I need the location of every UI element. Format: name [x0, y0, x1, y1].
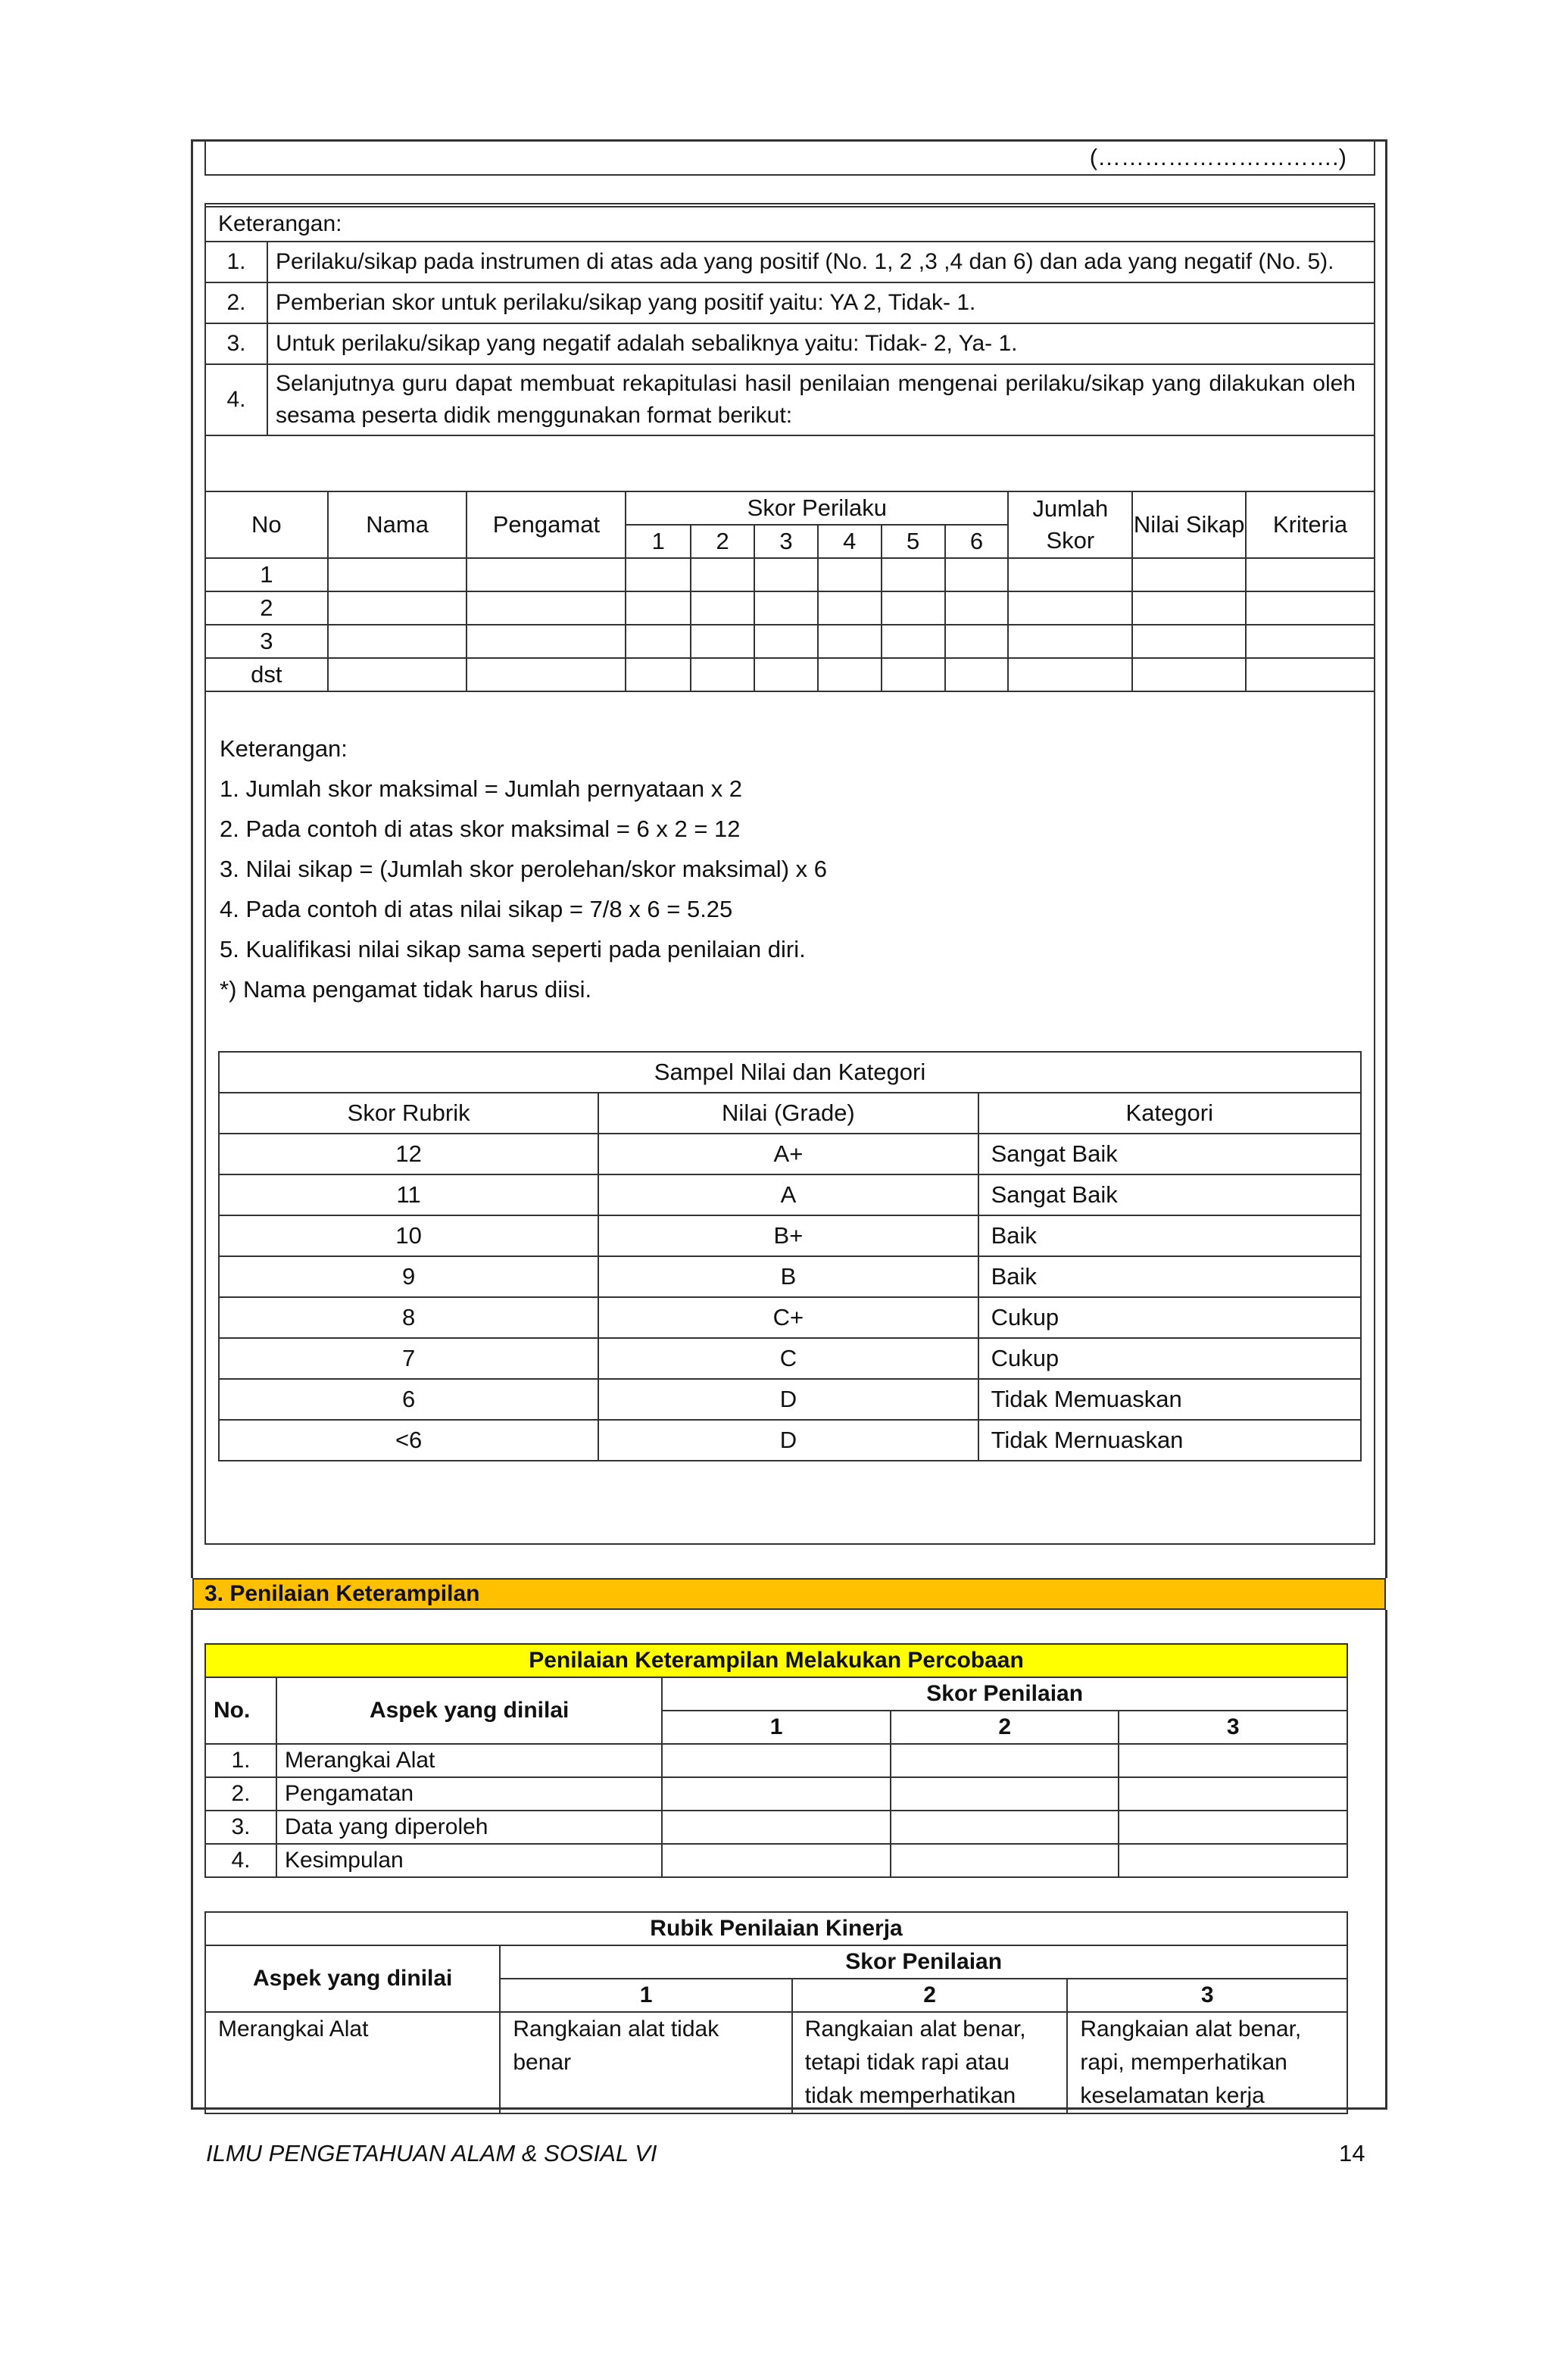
- keterampilan-col-skor: Skor Penilaian: [662, 1677, 1347, 1711]
- rubrik-col-skor: Skor Penilaian: [500, 1945, 1347, 1979]
- keterampilan-skor-col: 3: [1119, 1711, 1347, 1744]
- rubrik-table: [204, 1911, 1348, 2114]
- keterangan-num: 1.: [205, 242, 267, 282]
- keterangan-notes: [220, 728, 827, 1009]
- sampel-skor: 7: [219, 1338, 598, 1379]
- sampel-table: [218, 1051, 1362, 1461]
- sampel-row: [219, 1420, 1361, 1461]
- sampel-row: [219, 1134, 1361, 1174]
- sampel-grade: A+: [598, 1134, 978, 1174]
- keterampilan-header-row: [205, 1677, 1347, 1711]
- footer-book-title: ILMU PENGETAHUAN ALAM & SOSIAL VI: [206, 2140, 657, 2166]
- keterampilan-col-aspek: Aspek yang dinilai: [276, 1677, 662, 1744]
- keterangan-text: Selanjutnya guru dapat membuat rekapitulasi hasil penilaian mengenai perilaku/sikap yang dilakukan oleh sesama peserta didik menggunakan format berikut:: [267, 364, 1375, 435]
- rekap-row-no: dst: [205, 658, 328, 691]
- sampel-grade: D: [598, 1420, 978, 1461]
- keterangan-table: [204, 206, 1375, 436]
- sampel-row: [219, 1256, 1361, 1297]
- rubrik-skor-col: 1: [500, 1979, 791, 2012]
- sampel-kategori: Baik: [978, 1256, 1361, 1297]
- sampel-skor: 11: [219, 1174, 598, 1215]
- keterampilan-row: [205, 1777, 1347, 1811]
- sampel-kategori: Cukup: [978, 1338, 1361, 1379]
- rekap-row-no: 2: [205, 591, 328, 625]
- sampel-grade: C+: [598, 1297, 978, 1338]
- keterangan-heading: Keterangan:: [205, 207, 1375, 242]
- sampel-title-row: [219, 1052, 1361, 1093]
- sampel-kategori: Cukup: [978, 1297, 1361, 1338]
- rekap-skor-col: 2: [691, 525, 754, 558]
- sampel-skor: 9: [219, 1256, 598, 1297]
- rubrik-row: [205, 2012, 1347, 2113]
- rekap-col-kriteria: Kriteria: [1246, 491, 1375, 558]
- sampel-kategori: Sangat Baik: [978, 1174, 1361, 1215]
- sampel-title: Sampel Nilai dan Kategori: [219, 1052, 1361, 1093]
- sampel-row: [219, 1379, 1361, 1420]
- keterangan-num: 2.: [205, 282, 267, 323]
- rekap-row-no: 3: [205, 625, 328, 658]
- keterangan-num: 3.: [205, 323, 267, 364]
- sampel-header-row: [219, 1093, 1361, 1134]
- sampel-grade: C: [598, 1338, 978, 1379]
- keterampilan-aspek: Kesimpulan: [276, 1844, 662, 1877]
- keterampilan-title: Penilaian Keterampilan Melakukan Percobaan: [205, 1644, 1347, 1677]
- rekap-row: [205, 658, 1375, 691]
- sampel-kategori: Tidak Mernuaskan: [978, 1420, 1361, 1461]
- keterampilan-num: 2.: [205, 1777, 276, 1811]
- keterangan-row: [205, 364, 1375, 435]
- keterampilan-table: [204, 1643, 1348, 1878]
- sampel-row: [219, 1215, 1361, 1256]
- rekap-table: [204, 491, 1375, 692]
- keterampilan-row: [205, 1811, 1347, 1844]
- notes-line: 5. Kualifikasi nilai sikap sama seperti pada penilaian diri.: [220, 936, 806, 962]
- rubrik-cell-1: Rangkaian alat tidak benar: [500, 2012, 791, 2113]
- sampel-grade: B: [598, 1256, 978, 1297]
- rekap-col-nilai: Nilai Sikap: [1132, 491, 1246, 558]
- rekap-col-jumlah: Jumlah Skor: [1008, 491, 1132, 558]
- rubrik-skor-col: 3: [1067, 1979, 1347, 2012]
- sampel-kategori: Sangat Baik: [978, 1134, 1361, 1174]
- sampel-skor: 10: [219, 1215, 598, 1256]
- rekap-col-no: No: [205, 491, 328, 558]
- rubrik-header-row: [205, 1945, 1347, 1979]
- sampel-col-kategori: Kategori: [978, 1093, 1361, 1134]
- rekap-skor-col: 4: [818, 525, 882, 558]
- keterangan-text: Perilaku/sikap pada instrumen di atas ada yang positif (No. 1, 2 ,3 ,4 dan 6) dan ada yang negatif (No. 5).: [267, 242, 1375, 282]
- sampel-grade: B+: [598, 1215, 978, 1256]
- keterampilan-aspek: Merangkai Alat: [276, 1744, 662, 1777]
- rekap-col-pengamat: Pengamat: [467, 491, 626, 558]
- notes-line: 1. Jumlah skor maksimal = Jumlah pernyataan x 2: [220, 775, 743, 802]
- rubrik-title-row: [205, 1912, 1347, 1945]
- keterampilan-col-no: No.: [205, 1677, 276, 1744]
- rekap-skor-col: 6: [945, 525, 1009, 558]
- rubrik-col-aspek: Aspek yang dinilai: [205, 1945, 500, 2012]
- sampel-grade: A: [598, 1174, 978, 1215]
- keterangan-num: 4.: [205, 364, 267, 435]
- keterampilan-skor-col: 1: [662, 1711, 891, 1744]
- keterangan-row: [205, 282, 1375, 323]
- sampel-grade: D: [598, 1379, 978, 1420]
- notes-line: *) Nama pengamat tidak harus diisi.: [220, 976, 592, 1003]
- notes-line: 2. Pada contoh di atas skor maksimal = 6 x 2 = 12: [220, 816, 741, 842]
- notes-heading: Keterangan:: [220, 735, 348, 762]
- sampel-row: [219, 1338, 1361, 1379]
- keterangan-text: Untuk perilaku/sikap yang negatif adalah sebaliknya yaitu: Tidak- 2, Ya- 1.: [267, 323, 1375, 364]
- notes-line: 3. Nilai sikap = (Jumlah skor perolehan/skor maksimal) x 6: [220, 856, 827, 882]
- keterampilan-row: [205, 1744, 1347, 1777]
- rekap-skor-col: 3: [754, 525, 818, 558]
- sampel-skor: <6: [219, 1420, 598, 1461]
- keterangan-heading-row: [205, 207, 1375, 242]
- keterampilan-num: 4.: [205, 1844, 276, 1877]
- keterampilan-title-row: [205, 1644, 1347, 1677]
- rubrik-aspek: Merangkai Alat: [205, 2012, 500, 2113]
- footer-page-number: 14: [1339, 2140, 1365, 2166]
- keterangan-row: [205, 242, 1375, 282]
- sampel-kategori: Baik: [978, 1215, 1361, 1256]
- rekap-row-no: 1: [205, 558, 328, 591]
- sampel-skor: 8: [219, 1297, 598, 1338]
- rekap-row: [205, 558, 1375, 591]
- keterampilan-skor-col: 2: [891, 1711, 1119, 1744]
- rekap-header-row: [205, 491, 1375, 525]
- rekap-row: [205, 591, 1375, 625]
- rekap-skor-col: 1: [626, 525, 691, 558]
- keterampilan-aspek: Pengamatan: [276, 1777, 662, 1811]
- section-title-keterampilan: 3. Penilaian Keterampilan: [192, 1578, 1386, 1610]
- keterampilan-num: 3.: [205, 1811, 276, 1844]
- keterangan-row: [205, 323, 1375, 364]
- sampel-col-skor: Skor Rubrik: [219, 1093, 598, 1134]
- sampel-row: [219, 1297, 1361, 1338]
- rubrik-cell-2: Rangkaian alat benar, tetapi tidak rapi atau tidak memperhatikan: [792, 2012, 1068, 2113]
- signature-box: [204, 139, 1375, 176]
- keterangan-text: Pemberian skor untuk perilaku/sikap yang positif yaitu: YA 2, Tidak- 1.: [267, 282, 1375, 323]
- rekap-row: [205, 625, 1375, 658]
- rekap-skor-col: 5: [882, 525, 945, 558]
- rekap-col-skor: Skor Perilaku: [626, 491, 1008, 525]
- rekap-col-nama: Nama: [328, 491, 467, 558]
- rubrik-cell-3: Rangkaian alat benar, rapi, memperhatikan keselamatan kerja: [1067, 2012, 1347, 2113]
- sampel-skor: 6: [219, 1379, 598, 1420]
- sampel-row: [219, 1174, 1361, 1215]
- sampel-kategori: Tidak Memuaskan: [978, 1379, 1361, 1420]
- signature-line: (………………………….): [1089, 144, 1347, 170]
- rubrik-title: Rubik Penilaian Kinerja: [205, 1912, 1347, 1945]
- keterampilan-num: 1.: [205, 1744, 276, 1777]
- notes-line: 4. Pada contoh di atas nilai sikap = 7/8 x 6 = 5.25: [220, 896, 733, 922]
- sampel-skor: 12: [219, 1134, 598, 1174]
- keterampilan-row: [205, 1844, 1347, 1877]
- sampel-col-nilai: Nilai (Grade): [598, 1093, 978, 1134]
- keterampilan-aspek: Data yang diperoleh: [276, 1811, 662, 1844]
- rubrik-skor-col: 2: [792, 1979, 1068, 2012]
